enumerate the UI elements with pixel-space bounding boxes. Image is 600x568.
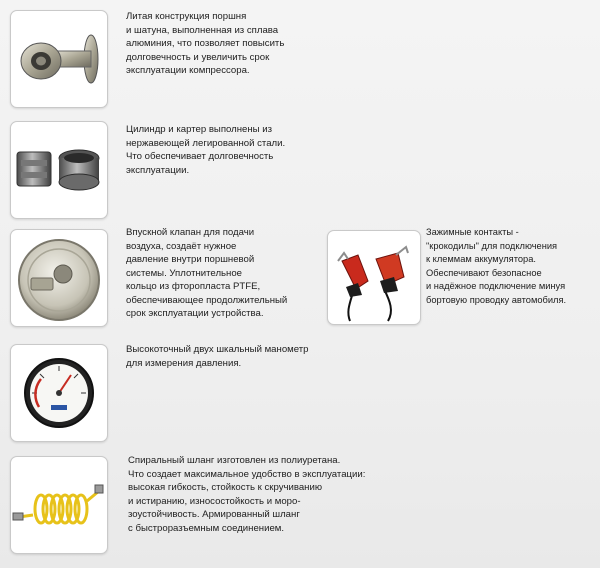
gauge-icon	[11, 345, 107, 441]
cylinder-icon	[11, 122, 107, 218]
gauge-image	[10, 344, 108, 442]
feature-valve-text: Впускной клапан для подачи воздуха, создаёт нужное давление внутри поршневой системы. Уплотнительное кольцо из фторопласта PTFE, обеспечивающее продолжительный срок эксплуатации устройства.	[126, 227, 288, 319]
alligator-clips-icon	[328, 231, 420, 324]
feature-hose-text: Спиральный шланг изготовлен из полиуретана. Что создает максимальное удобство в эксплуатации: высокая гибкость, стойкость к скручиванию и истиранию, износостойкость и моро- зоустойчивость. Армированный шланг с быстроразъемным соединением.	[128, 455, 366, 534]
feature-clips-text: Зажимные контакты - "крокодилы" для подключения к клеммам аккумулятора. Обеспечивают безопасное и надёжное подключение минуя бортовую проводку автомобиля.	[426, 227, 567, 305]
clips-image	[327, 230, 421, 325]
feature-piston-text: Литая конструкция поршня и шатуна, выполненная из сплава алюминия, что позволяет повысить долговечность и увеличить срок эксплуатации компрессора.	[126, 11, 285, 76]
feature-gauge-text: Высокоточный двух шкальный манометр для измерения давления.	[126, 344, 309, 369]
piston-icon	[11, 11, 107, 107]
valve-image	[10, 229, 108, 327]
feature-cylinder-text: Цилиндр и картер выполнены из нержавеющей легированной стали. Что обеспечивает долговечность эксплуатации.	[126, 124, 286, 176]
coiled-hose-icon	[11, 457, 107, 553]
cylinder-image	[10, 121, 108, 219]
valve-icon	[11, 230, 107, 326]
hose-image	[10, 456, 108, 554]
piston-image	[10, 10, 108, 108]
